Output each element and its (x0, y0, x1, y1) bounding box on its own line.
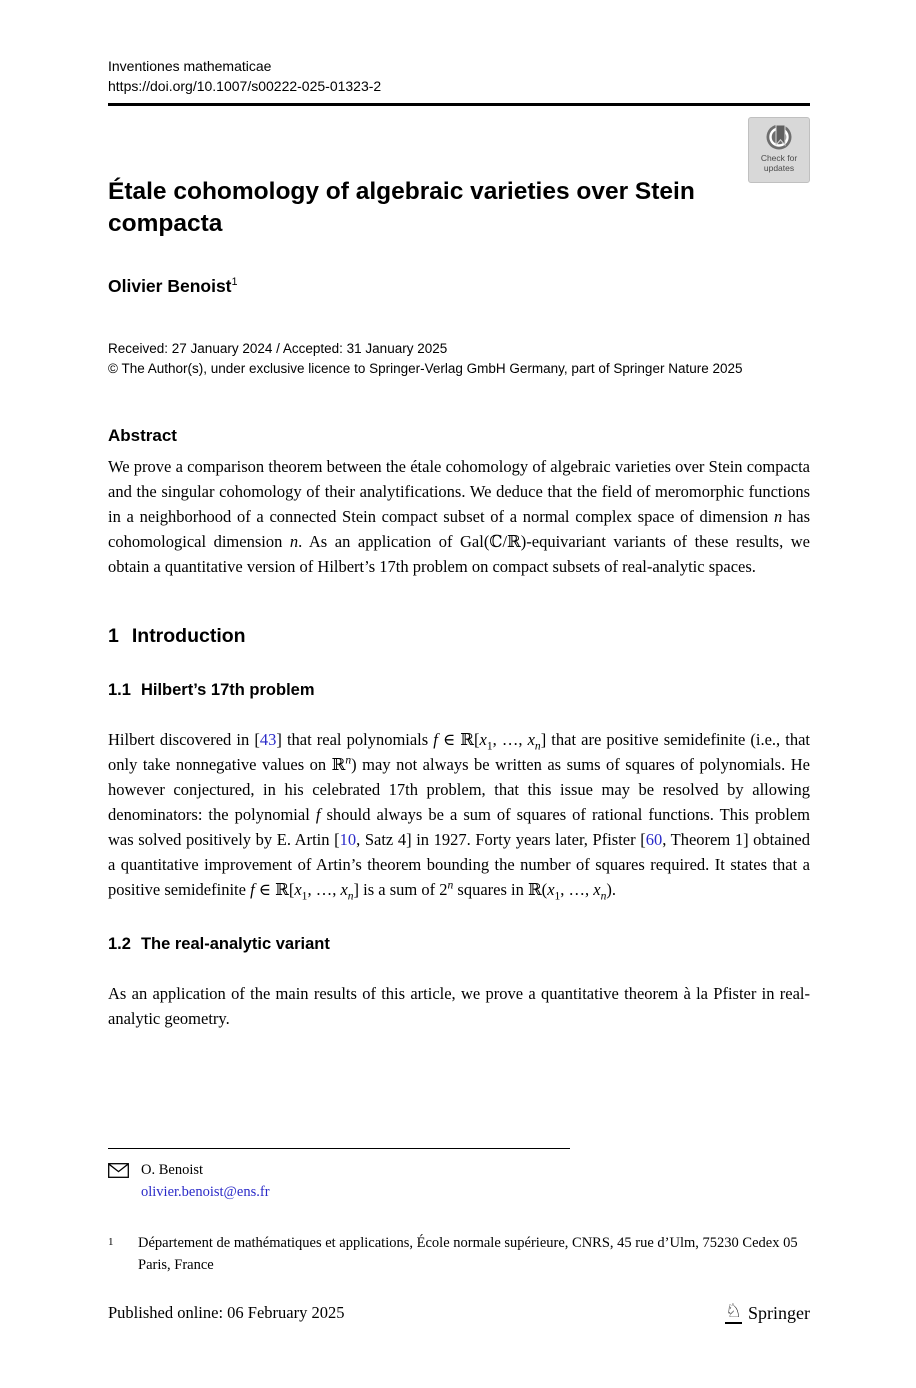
springer-wordmark: Springer (748, 1302, 810, 1323)
springer-logo (725, 1302, 810, 1324)
footnote-rule (108, 1148, 570, 1149)
check-for-updates-badge[interactable] (748, 117, 810, 183)
correspondence-block (108, 1160, 810, 1203)
citation-link[interactable]: 43 (259, 730, 277, 749)
section-heading-introduction: 1 Introduction (108, 625, 246, 647)
copyright-line: © The Author(s), under exclusive licence to Springer-Verlag GmbH Germany, part of Springer Nature 2025 (108, 360, 743, 376)
citation-link[interactable]: 60 (645, 830, 663, 849)
paragraph-1-1: Hilbert discovered in [43] that real polynomials f ∈ $ℝ[x_1$, …, $x_n$] that are positive semidefinite (i.e., that only take nonnegative values on ℝ$^n$) may not always be written as sums of squares of polynomials. He however conjectured, in his celebrated 17th problem, that this issue may be resolved by allowing denominators: the polynomial f should always be a sum of squares of rational functions. This problem was solved positively by E. Artin [10, Satz 4] in 1927. Forty years later, Pfister [60, Theorem 1] obtained a quantitative improvement of Artin’s theorem bounding the number of squares required. It states that a positive semidefinite f ∈ $ℝ[x_1$, …, $x_n$] is a sum of 2$^n$ squares in $ℝ(x_1$, …, $x_n$). (108, 730, 810, 903)
journal-name: Inventiones mathematicae (108, 58, 272, 74)
paper-title: Étale cohomology of algebraic varieties over Stein compacta (108, 178, 695, 237)
subsection-heading-1-2: 1.2 The real-analytic variant (108, 935, 330, 953)
correspondence-name: O. Benoist (141, 1162, 204, 1178)
affiliation-text: Département de mathématiques et applications, École normale supérieure, CNRS, 45 rue d’Ulm, 75230 Cedex 05 Paris, France (138, 1235, 798, 1273)
footnote-marker: 1 (108, 1236, 114, 1248)
author-name: Olivier Benoist$^1$ (108, 276, 238, 296)
affiliation-footnote (108, 1232, 810, 1276)
published-online-date: Published online: 06 February 2025 (108, 1303, 345, 1322)
crossmark-icon (749, 122, 809, 154)
springer-knight-icon: ♘ (724, 1300, 742, 1322)
received-accepted-line: Received: 27 January 2024 / Accepted: 31 January 2025 (108, 341, 448, 356)
article-dates (108, 339, 810, 378)
correspondence-email-link[interactable]: olivier.benoist@ens.fr (141, 1184, 270, 1200)
badge-label-line2: updates (763, 162, 795, 173)
paragraph-1-2: As an application of the main results of this article, we prove a quantitative theorem à la Pfister in real-analytic geometry. (108, 984, 810, 1028)
citation-link[interactable]: 10 (339, 830, 357, 849)
publication-row (108, 1302, 810, 1324)
abstract-heading: Abstract (108, 426, 177, 445)
badge-label-line1: Check for (760, 153, 798, 163)
mail-icon (108, 1163, 129, 1183)
subsection-heading-1-1: 1.1 Hilbert’s 17th problem (108, 681, 315, 699)
abstract-paragraph: We prove a comparison theorem between the étale cohomology of algebraic varieties over Stein compacta and the singular cohomology of their analytifications. We deduce that the field of meromorphic functions in a neighborhood of a connected Stein compact subset of a normal complex space of dimension n has cohomological dimension n. As an application of Gal(ℂ/ℝ)-equivariant variants of these results, we obtain a quantitative version of Hilbert’s 17th problem on compact subsets of real-analytic spaces. (108, 457, 810, 576)
doi-link[interactable]: https://doi.org/10.1007/s00222-025-01323-2 (108, 78, 382, 94)
page-footer (108, 1148, 810, 1324)
author-affiliation-ref[interactable]: 1 (231, 276, 238, 289)
header-rule (108, 103, 810, 106)
